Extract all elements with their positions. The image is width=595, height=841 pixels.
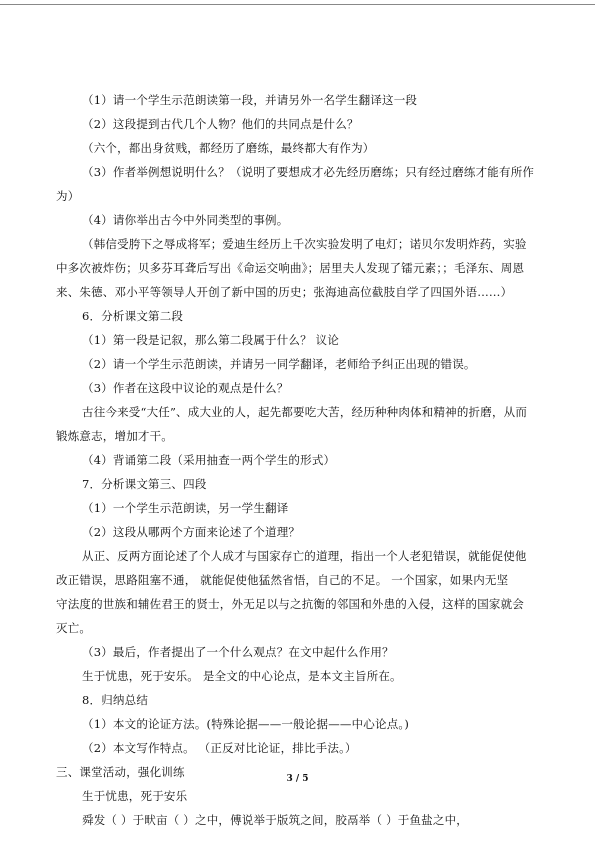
text-line: （3）最后，作者提出了一个什么观点？在文中起什么作用？ xyxy=(82,645,394,659)
text-line: （3）作者举例想说明什么？（说明了要想成才必先经历磨练；只有经过磨练才能有所作 xyxy=(82,165,535,179)
text-line: 中多次被炸伤；贝多芬耳聋后写出《命运交响曲》；居里夫人发现了镭元素；；毛泽东、周恩 xyxy=(56,261,525,275)
text-line: 灭亡。 xyxy=(56,621,92,635)
section-heading: 三、课堂活动，强化训练 xyxy=(56,765,185,779)
text-line: （1）本文的论证方法。(特殊论据——一般论据——中心论点。) xyxy=(82,717,410,731)
text-line: 来、朱德、邓小平等领导人开创了新中国的历史；张海迪高位截肢自学了四国外语……） xyxy=(56,285,513,299)
text-line: （4）请你举出古今中外同类型的事例。 xyxy=(82,213,289,227)
text-line: （2）本文写作特点。 （正反对比论证，排比手法。） xyxy=(82,741,357,755)
text-line: （4）背诵第二段（采用抽查一两个学生的形式） xyxy=(82,453,336,467)
text-line: 为） xyxy=(56,189,80,203)
text-line: （1）请一个学生示范朗读第一段，并请另外一名学生翻译这一段 xyxy=(82,93,418,107)
text-line: 锻炼意志，增加才干。 xyxy=(56,429,173,443)
text-line: （1）第一段是记叙，那么第二段属于什么？ 议论 xyxy=(82,333,340,347)
text-line: （1）一个学生示范朗读，另一学生翻译 xyxy=(82,501,289,515)
text-line: 改正错误，思路阻塞不通， 就能促使他猛然省悟，自己的不足。 一个国家，如果内无坚 xyxy=(56,573,509,587)
text-line: 古往今来受“大任”、成大业的人，起先都要吃大苦，经历种种肉体和精神的折磨，从而 xyxy=(82,405,528,419)
text-line: （2）这段提到古代几个人物？他们的共同点是什么？ xyxy=(82,117,359,131)
section-heading: 8．归纳总结 xyxy=(82,693,149,707)
text-line: （2）请一个学生示范朗读，并请另一同学翻译，老师给予纠正出现的错误。 xyxy=(82,357,476,371)
text-line: （六个，都出身贫贱，都经历了磨练，最终都大有作为） xyxy=(82,141,375,155)
text-line: 舜发（ ）于畎亩（ ）之中，傅说举于版筑之间，胶鬲举（ ）于鱼盐之中， xyxy=(82,813,468,827)
section-heading: 7．分析课文第三、四段 xyxy=(82,477,207,491)
text-line: （韩信受胯下之辱成将军；爱迪生经历上千次实验发明了电灯；诺贝尔发明炸药，实验 xyxy=(82,237,527,251)
text-line: 生于忧患，死于安乐 xyxy=(82,789,188,803)
text-line: 从正、反两方面论述了个人成才与国家存亡的道理，指出一个人老犯错误，就能促使他 xyxy=(82,549,527,563)
section-heading: 6．分析课文第二段 xyxy=(82,309,184,323)
text-line: 守法度的世族和辅佐君王的贤士，外无足以与之抗衡的邻国和外患的入侵，这样的国家就会 xyxy=(56,597,524,611)
text-line: （3）作者在这段中议论的观点是什么？ xyxy=(82,381,289,395)
text-line: （2）这段从哪两个方面来论述了个道理？ xyxy=(82,525,301,539)
text-line: 生于忧患，死于安乐。 是全文的中心论点，是本文主旨所在。 xyxy=(82,669,402,683)
page-number: 3 / 5 xyxy=(286,774,309,784)
